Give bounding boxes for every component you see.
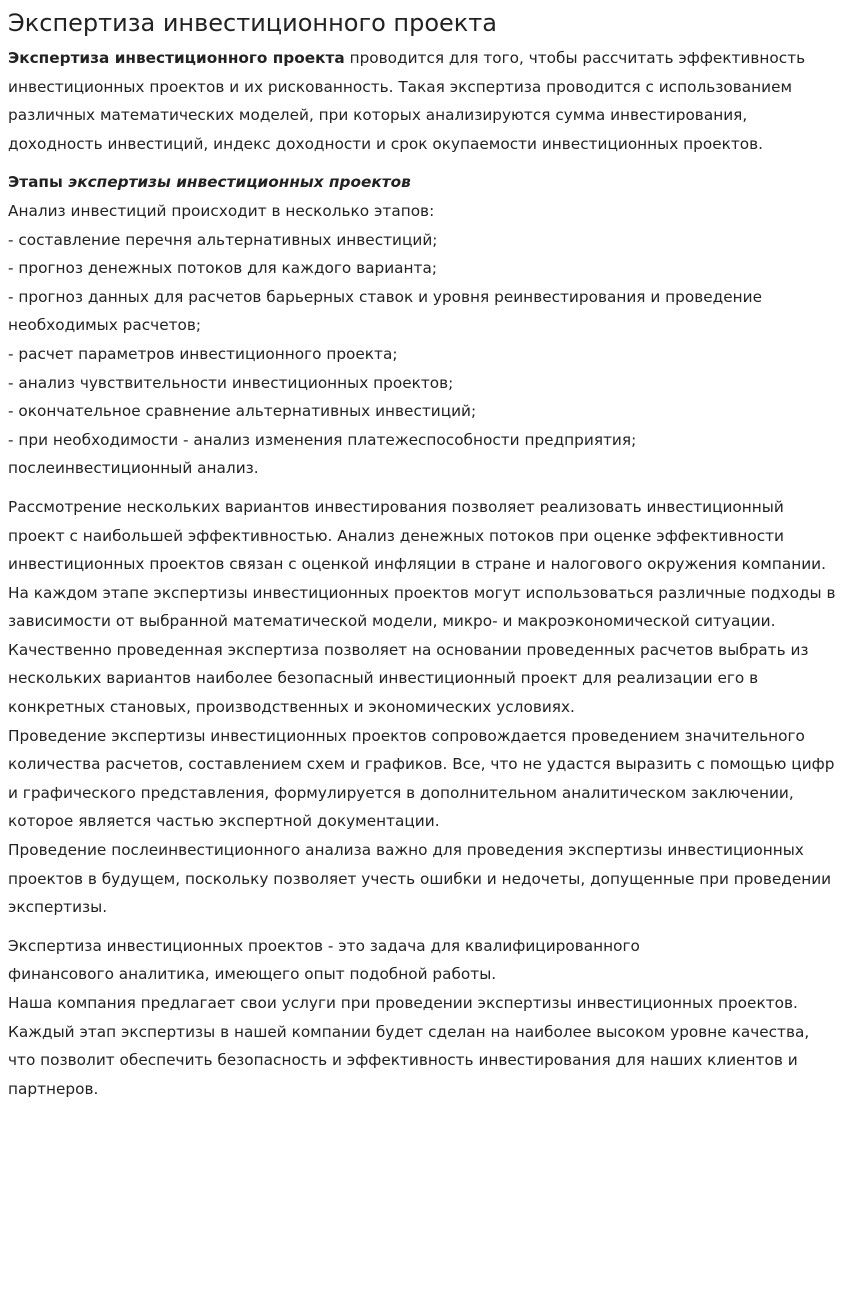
stages-heading-bold: Этапы <box>8 173 69 192</box>
stages-section <box>8 168 839 483</box>
intro-text: проводится для того, чтобы рассчитать эффективность инвестиционных проектов и их рискованность. Такая экспертиза проводится с использованием различных математических моделей, при которых анализируются сумма инвестирования, доходность инвестиций, индекс доходности и срок окупаемости инвестиционных проектов. <box>8 49 806 153</box>
closing-line: Наша компания предлагает свои услуги при проведении экспертизы инвестиционных проектов. <box>8 994 798 1012</box>
stage-item: - окончательное сравнение альтернативных инвестиций; <box>8 402 477 421</box>
intro-lead-bold: Экспертиза инвестиционного проекта <box>8 49 345 67</box>
body-paragraph: На каждом этапе экспертизы инвестиционных проектов могут использоваться различные подходы в зависимости от выбранной математической модели, микро- и макроэкономической ситуации. <box>8 583 836 631</box>
stage-item: - расчет параметров инвестиционного проекта; <box>8 344 398 363</box>
body-paragraph: Проведение послеинвестиционного анализа важно для проведения экспертизы инвестиционных проектов в будущем, поскольку позволяет учесть ошибки и недочеты, допущенные при проведении экспертизы. <box>8 841 832 917</box>
page-title: Экспертиза инвестиционного проекта <box>8 9 497 37</box>
stage-item: - прогноз денежных потоков для каждого варианта; <box>8 259 437 278</box>
stage-item: послеинвестиционный анализ. <box>8 459 259 478</box>
closing-line: Экспертиза инвестиционных проектов - это задача для квалифицированного <box>8 936 640 955</box>
stage-item: - при необходимости - анализ изменения платежеспособности предприятия; <box>8 430 637 449</box>
body-paragraph: Качественно проведенная экспертиза позволяет на основании проведенных расчетов выбрать из нескольких вариантов наиболее безопасный инвестиционный проект для реализации его в конкретных становых, производственных и экономических условиях. <box>8 640 809 717</box>
body-section <box>8 493 839 922</box>
intro-paragraph <box>8 44 839 158</box>
stages-intro: Анализ инвестиций происходит в несколько этапов: <box>8 201 435 220</box>
closing-line: Каждый этап экспертизы в нашей компании будет сделан на наиболее высоком уровне качества, что позволит обеспечить безопасность и эффективность инвестирования для наших клиентов и партнеров. <box>8 1022 810 1098</box>
body-paragraph: Проведение экспертизы инвестиционных проектов сопровождается проведением значительного количества расчетов, составлением схем и графиков. Все, что не удастся выразить с помощью цифр и графического представления, формулируется в дополнительном аналитическом заключении, которое является частью экспертной документации. <box>8 726 835 831</box>
stages-heading <box>8 168 839 197</box>
body-paragraph: Рассмотрение нескольких вариантов инвестирования позволяет реализовать инвестиционный проект с наибольшей эффективностью. Анализ денежных потоков при оценке эффективности инвестиционных проектов связан с оценкой инфляции в стране и налогового окружения компании. <box>8 497 826 574</box>
closing-line: финансового аналитика, имеющего опыт подобной работы. <box>8 965 497 984</box>
stages-heading-bold-italic: экспертизы инвестиционных проектов <box>68 173 411 192</box>
stage-item: - составление перечня альтернативных инвестиций; <box>8 230 438 249</box>
closing-section <box>8 932 839 1104</box>
stage-item: - прогноз данных для расчетов барьерных ставок и уровня реинвестирования и проведение необходимых расчетов; <box>8 287 762 335</box>
stage-item: - анализ чувствительности инвестиционных проектов; <box>8 373 454 392</box>
